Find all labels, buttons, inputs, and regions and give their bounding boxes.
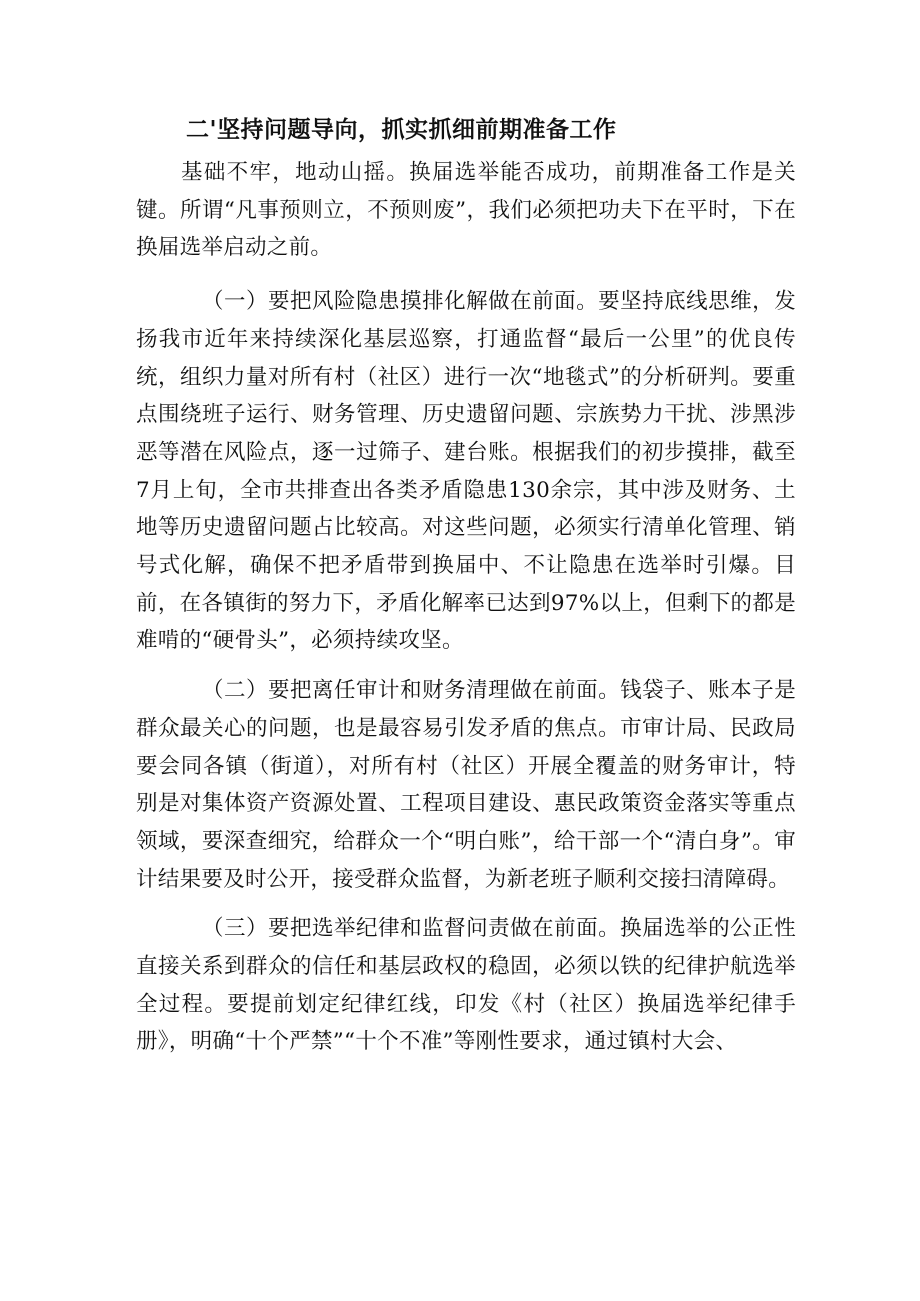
document-body xyxy=(136,112,796,1061)
section-heading: 二'坚持问题导向，抓实抓细前期准备工作 xyxy=(186,117,617,143)
paragraph-risk-screening: （一）要把风险隐患摸排化解做在前面。要坚持底线思维，发扬我市近年来持续深化基层巡察，打通监督“最后一公里”的优良传统，组织力量对所有村（社区）进行一次“地毯式”的分析研判。要重点围绕班子运行、财务管理、历史遗留问题、宗族势力干扰、涉黑涉恶等潜在风险点，逐一过筛子、建台账。根据我们的初步摸排，截至7月上旬，全市共排查出各类矛盾隐患130余宗，其中涉及财务、土地等历史遗留问题占比较高。对这些问题，必须实行清单化管理、销号式化解，确保不把矛盾带到换届中、不让隐患在选举时引爆。目前，在各镇街的努力下，矛盾化解率已达到97%以上，但剩下的都是难啃的“硬骨头”，必须持续攻坚。 xyxy=(136,289,796,654)
paragraph-audit: （二）要把离任审计和财务清理做在前面。钱袋子、账本子是群众最关心的问题，也是最容易引发矛盾的焦点。市审计局、民政局要会同各镇（街道），对所有村（社区）开展全覆盖的财务审计，特别是对集体资产资源处置、工程项目建设、惠民政策资金落实等重点领域，要深查细究，给群众一个“明白账”，给干部一个“清白身”。审计结果要及时公开，接受群众监督，为新老班子顺利交接扫清障碍。 xyxy=(136,678,796,892)
paragraph-discipline: （三）要把选举纪律和监督问责做在前面。换届选举的公正性直接关系到群众的信任和基层政权的稳固，必须以铁的纪律护航选举全过程。要提前划定纪律红线，印发《村（社区）换届选举纪律手册》，明确“十个严禁”“十个不准”等刚性要求，通过镇村大会、 xyxy=(136,916,796,1055)
paragraph-intro: 基础不牢，地动山摇。换届选举能否成功，前期准备工作是关键。所谓“凡事预则立，不预则废”，我们必须把功夫下在平时，下在换届选举启动之前。 xyxy=(136,160,796,261)
